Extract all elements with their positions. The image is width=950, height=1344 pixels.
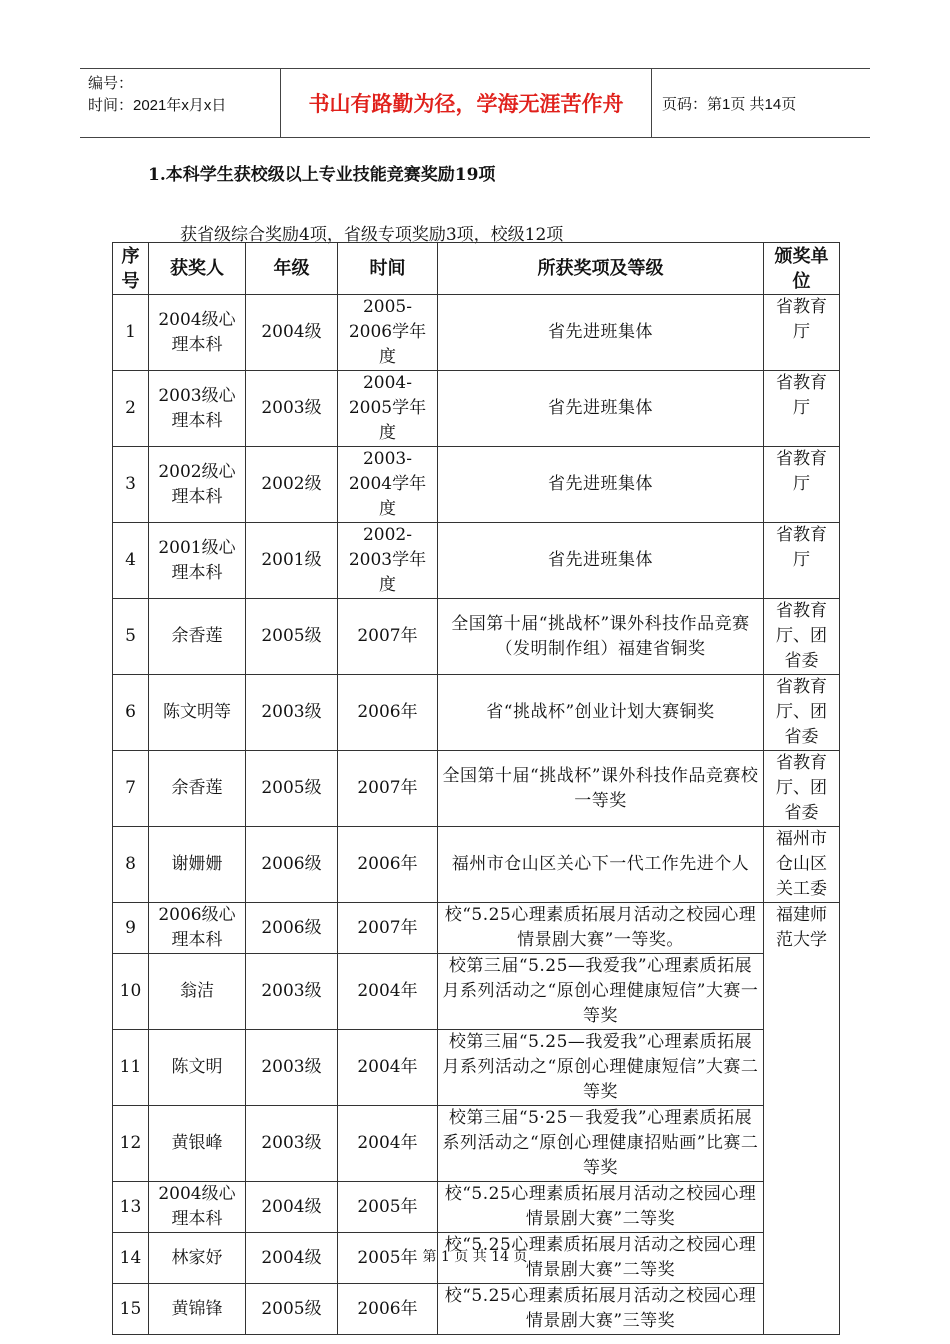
cell-unit: 福州市仓山区关工委: [764, 827, 840, 903]
cell-time: 2006年: [338, 675, 438, 751]
cell-time: 2007年: [338, 751, 438, 827]
cell-time: 2005-2006学年度: [338, 295, 438, 371]
doc-number-label: 编号：: [88, 75, 134, 92]
cell-no: 11: [113, 1030, 149, 1106]
summary-text: 获省级综合奖励4项，省级专项奖励3项，校级12项: [180, 225, 564, 245]
table-row: [113, 447, 840, 523]
cell-grade: 2002级: [246, 447, 338, 523]
cell-grade: 2006级: [246, 903, 338, 954]
cell-winner: 2004级心理本科: [149, 1182, 246, 1233]
cell-no: 6: [113, 675, 149, 751]
cell-award: 全国第十届“挑战杯”课外科技作品竞赛（发明制作组）福建省铜奖: [438, 599, 764, 675]
table-row: [113, 1284, 840, 1335]
cell-award: 省先进班集体: [438, 295, 764, 371]
cell-winner: 谢姗姗: [149, 827, 246, 903]
cell-grade: 2005级: [246, 599, 338, 675]
cell-time: 2007年: [338, 599, 438, 675]
table-row: [113, 903, 840, 954]
cell-grade: 2005级: [246, 751, 338, 827]
table-row: [113, 371, 840, 447]
cell-grade: 2003级: [246, 954, 338, 1030]
cell-unit: 省教育厅: [764, 523, 840, 599]
cell-award: 校“5.25心理素质拓展月活动之校园心理情景剧大赛”二等奖: [438, 1233, 764, 1284]
cell-winner: 黄锦锋: [149, 1284, 246, 1335]
cell-unit: 省教育厅、团省委: [764, 675, 840, 751]
cell-unit: 省教育厅: [764, 371, 840, 447]
cell-award: 校“5.25心理素质拓展月活动之校园心理情景剧大赛”三等奖: [438, 1284, 764, 1335]
cell-no: 8: [113, 827, 149, 903]
cell-no: 14: [113, 1233, 149, 1284]
cell-time: 2004年: [338, 954, 438, 1030]
cell-no: 2: [113, 371, 149, 447]
cell-no: 15: [113, 1284, 149, 1335]
cell-award: 校第三届“5.25—我爱我”心理素质拓展月系列活动之“原创心理健康短信”大赛二等奖: [438, 1030, 764, 1106]
cell-no: 7: [113, 751, 149, 827]
cell-grade: 2006级: [246, 827, 338, 903]
cell-time: 2003-2004学年度: [338, 447, 438, 523]
cell-winner: 林家妤: [149, 1233, 246, 1284]
cell-no: 4: [113, 523, 149, 599]
cell-unit: 省教育厅、团省委: [764, 751, 840, 827]
table-row: [113, 599, 840, 675]
cell-winner: 2003级心理本科: [149, 371, 246, 447]
cell-time: 2006年: [338, 827, 438, 903]
table-row: [113, 675, 840, 751]
cell-winner: 陈文明等: [149, 675, 246, 751]
table-row: [113, 295, 840, 371]
cell-award: 全国第十届“挑战杯”课外科技作品竞赛校一等奖: [438, 751, 764, 827]
header-motto: 书山有路勤为径，学海无涯苦作舟: [280, 69, 652, 137]
cell-grade: 2003级: [246, 371, 338, 447]
col-header-unit: 颁奖单位: [764, 243, 840, 295]
cell-grade: 2003级: [246, 1106, 338, 1182]
cell-time: 2002-2003学年度: [338, 523, 438, 599]
cell-unit-merged: 福建师范大学: [764, 903, 840, 1335]
table-row: [113, 1030, 840, 1106]
cell-winner: 陈文明: [149, 1030, 246, 1106]
cell-winner: 翁洁: [149, 954, 246, 1030]
cell-no: 13: [113, 1182, 149, 1233]
header-page-label: 页码：第1页 共14页: [662, 95, 797, 113]
table-row: [113, 523, 840, 599]
page-header: [80, 68, 870, 138]
awards-table: [112, 242, 840, 1335]
cell-award: 校“5.25心理素质拓展月活动之校园心理情景剧大赛”一等奖。: [438, 903, 764, 954]
cell-winner: 余香莲: [149, 751, 246, 827]
cell-award: 福州市仓山区关心下一代工作先进个人: [438, 827, 764, 903]
col-header-time: 时间: [338, 243, 438, 295]
cell-winner: 2006级心理本科: [149, 903, 246, 954]
cell-award: 校第三届“5·25－我爱我”心理素质拓展系列活动之“原创心理健康招贴画”比赛二等奖: [438, 1106, 764, 1182]
cell-unit: 省教育厅: [764, 447, 840, 523]
cell-no: 12: [113, 1106, 149, 1182]
cell-time: 2004年: [338, 1030, 438, 1106]
cell-winner: 2004级心理本科: [149, 295, 246, 371]
table-row: [113, 827, 840, 903]
page-footer: 第 1 页 共 14 页: [422, 1249, 528, 1265]
cell-winner: 余香莲: [149, 599, 246, 675]
cell-winner: 2002级心理本科: [149, 447, 246, 523]
doc-date-label: 时间：2021年x月x日: [88, 97, 227, 114]
cell-award: 校“5.25心理素质拓展月活动之校园心理情景剧大赛”二等奖: [438, 1182, 764, 1233]
table-header-row: [113, 243, 840, 295]
col-header-award: 所获奖项及等级: [438, 243, 764, 295]
table-row: [113, 954, 840, 1030]
cell-time: 2006年: [338, 1284, 438, 1335]
cell-time: 2004-2005学年度: [338, 371, 438, 447]
cell-grade: 2003级: [246, 1030, 338, 1106]
cell-grade: 2001级: [246, 523, 338, 599]
cell-no: 1: [113, 295, 149, 371]
cell-no: 10: [113, 954, 149, 1030]
table-row: [113, 1106, 840, 1182]
cell-unit: 省教育厅、团省委: [764, 599, 840, 675]
cell-award: 省先进班集体: [438, 447, 764, 523]
cell-grade: 2005级: [246, 1284, 338, 1335]
col-header-grade: 年级: [246, 243, 338, 295]
cell-winner: 黄银峰: [149, 1106, 246, 1182]
cell-award: 省先进班集体: [438, 371, 764, 447]
cell-time: 2005年: [338, 1233, 438, 1284]
section-title: 1.本科学生获校级以上专业技能竞赛奖励19项: [148, 165, 496, 185]
table-row: [113, 751, 840, 827]
cell-time: 2004年: [338, 1106, 438, 1182]
cell-grade: 2004级: [246, 1233, 338, 1284]
cell-grade: 2003级: [246, 675, 338, 751]
col-header-winner: 获奖人: [149, 243, 246, 295]
header-meta: [80, 69, 280, 137]
cell-winner: 2001级心理本科: [149, 523, 246, 599]
cell-award: 校第三届“5.25—我爱我”心理素质拓展月系列活动之“原创心理健康短信”大赛一等奖: [438, 954, 764, 1030]
table-row: [113, 1182, 840, 1233]
cell-award: 省先进班集体: [438, 523, 764, 599]
cell-no: 3: [113, 447, 149, 523]
cell-no: 5: [113, 599, 149, 675]
col-header-no: 序号: [113, 243, 149, 295]
cell-grade: 2004级: [246, 295, 338, 371]
cell-unit: 省教育厅: [764, 295, 840, 371]
cell-award: 省“挑战杯”创业计划大赛铜奖: [438, 675, 764, 751]
cell-no: 9: [113, 903, 149, 954]
cell-time: 2007年: [338, 903, 438, 954]
cell-time: 2005年: [338, 1182, 438, 1233]
cell-grade: 2004级: [246, 1182, 338, 1233]
